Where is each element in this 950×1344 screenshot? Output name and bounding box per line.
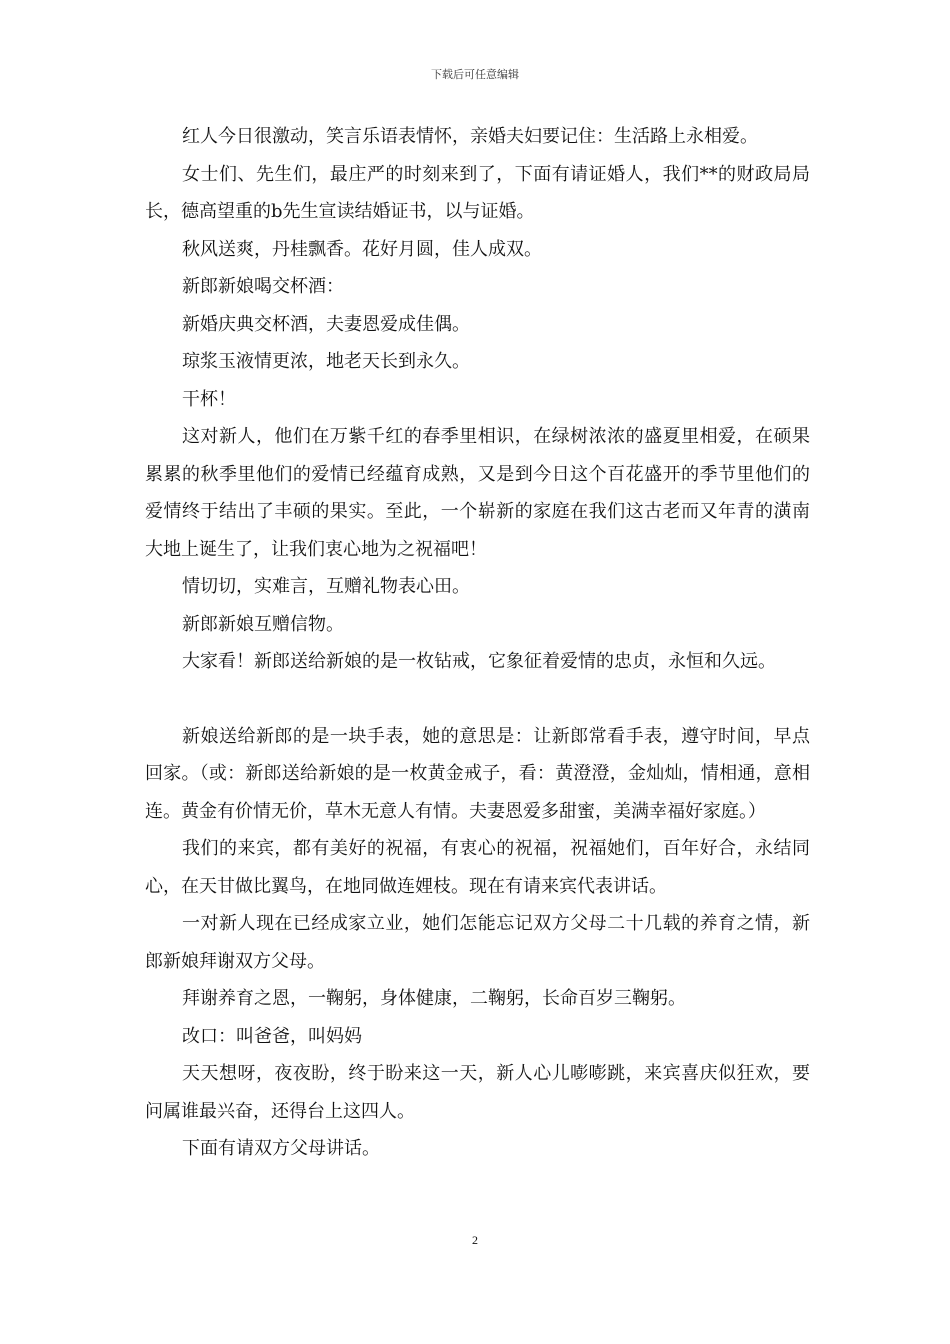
paragraph: 这对新人，他们在万紫千红的春季里相识，在绿树浓浓的盛夏里相爱，在硕果累累的秋季里他们的爱情已经蕴育成熟，又是到今日这个百花盛开的季节里他们的爱情终于结出了丰硕的果实。至此，一个崭新的家庭在我们这古老而又年青的潢南大地上诞生了，让我们衷心地为之祝福吧！ [145,426,810,560]
paragraph: 新娘送给新郎的是一块手表，她的意思是：让新郎常看手表，遵守时间，早点回家。（或：新郎送给新娘的是一枚黄金戒子，看：黄澄澄，金灿灿，情相通，意相连。黄金有价情无价，草木无意人有情。夫妻恩爱多甜蜜，美满幸福好家庭。） [145,725,810,822]
paragraph: 一对新人现在已经成家立业，她们怎能忘记双方父母二十几载的养育之情，新郎新娘拜谢双方父母。 [145,913,810,972]
paragraph: 琼浆玉液情更浓，地老天长到永久。 [182,351,470,372]
paragraph: 干杯！ [182,388,236,410]
paragraph: 新郎新娘互赠信物。 [182,613,344,635]
paragraph: 我们的来宾，都有美好的祝福，有衷心的祝福，祝福她们，百年好合，永结同心，在天甘做比翼鸟，在地同做连娌枝。现在有请来宾代表讲话。 [145,838,810,897]
paragraph: 新婚庆典交杯酒，夫妻恩爱成佳偶。 [182,313,470,335]
paragraph: 拜谢养育之恩，一鞠躬，身体健康，二鞠躬，长命百岁三鞠躬。 [182,988,686,1009]
paragraph: 天天想呀，夜夜盼，终于盼来这一天，新人心儿嘭嘭跳，来宾喜庆似狂欢，要问属谁最兴奋，还得台上这四人。 [145,1063,810,1122]
paragraph: 新郎新娘喝交杯酒： [182,276,344,297]
paragraph: 大家看！新郎送给新娘的是一枚钻戒，它象征着爱情的忠贞，永恒和久远。 [182,651,776,672]
paragraph: 红人今日很激动，笑言乐语表情怀，亲婚夫妇要记住：生活路上永相爱。 [182,126,758,147]
paragraph: 情切切，实难言，互赠礼物表心田。 [182,576,470,597]
paragraph: 改口：叫爸爸，叫妈妈 [182,1025,362,1047]
page-header: 下载后可任意编辑 [431,68,519,81]
page-number: 2 [472,1233,478,1247]
paragraph: 秋风送爽，丹桂飘香。花好月圆，佳人成双。 [182,238,542,260]
paragraph: 女士们、先生们，最庄严的时刻来到了，下面有请证婚人，我们**的财政局局长，德高望重的b先生宣读结婚证书，以与证婚。 [145,163,810,222]
document-body [145,118,810,1168]
paragraph: 下面有请双方父母讲话。 [182,1138,380,1159]
